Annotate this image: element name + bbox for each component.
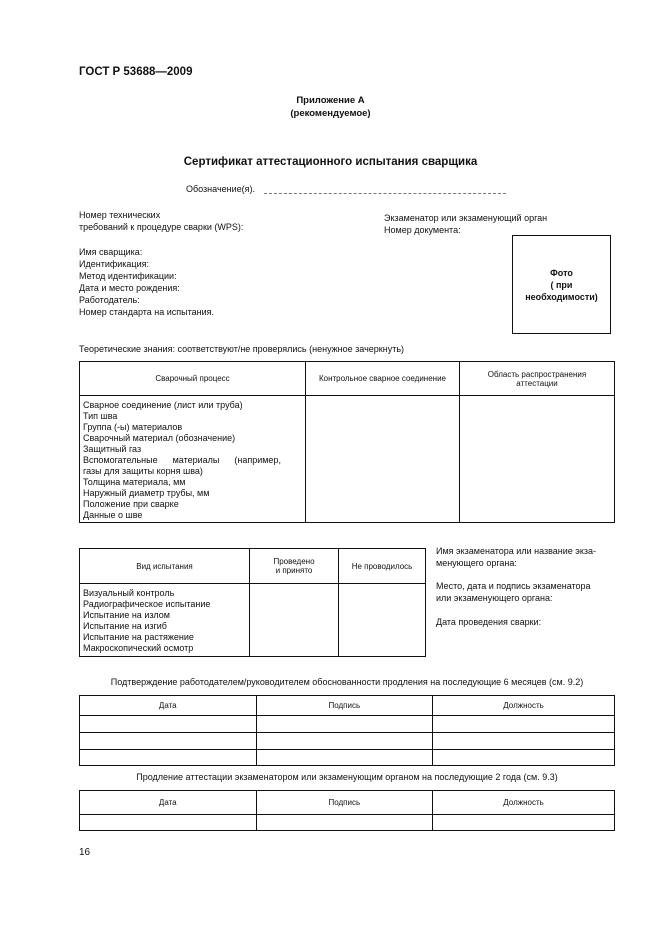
photo-box: [512, 235, 611, 334]
col-signature: Подпись: [256, 791, 433, 815]
document-header: ГОСТ Р 53688—2009: [79, 66, 193, 78]
list-item: Данные о шве: [83, 510, 143, 520]
extend-table: [79, 790, 615, 831]
col-date: Дата: [80, 696, 257, 716]
appendix-label: Приложение А: [296, 95, 365, 106]
col-position: Должность: [433, 791, 615, 815]
col-date: Дата: [80, 791, 257, 815]
list-item: Макроскопический осмотр: [83, 643, 194, 653]
not-performed-cell[interactable]: [339, 584, 426, 657]
range-cell[interactable]: [460, 396, 615, 523]
field-examiner: Экзаменатор или экзаменующий орган: [384, 213, 548, 223]
process-table: [79, 361, 615, 523]
welder-fields: [79, 246, 214, 318]
col-not-performed: Не проводилось: [339, 549, 426, 584]
list-item: газы для защиты корня шва): [83, 466, 203, 476]
photo-label-1: Фото: [550, 267, 573, 278]
col-position: Должность: [433, 696, 615, 716]
table-row: [80, 733, 615, 750]
tests-list: [80, 584, 250, 657]
list-item: Испытание на изгиб: [83, 621, 167, 631]
examiner-fields: [384, 212, 547, 236]
confirm-6-months-text: Подтверждение работодателем/руководителем обоснованности продления на последующие 6 месяцев (см. 9.2): [110, 677, 584, 687]
list-item: Толщина материала, мм: [83, 477, 186, 487]
designation-line: [264, 193, 506, 194]
col-signature: Подпись: [256, 696, 433, 716]
field-employer: Работодатель:: [79, 295, 140, 305]
list-item: Защитный газ: [83, 444, 142, 454]
accepted-cell[interactable]: [250, 584, 339, 657]
list-item: Наружный диаметр трубы, мм: [83, 488, 210, 498]
wps-label-2: требований к процедуре сварки (WPS):: [79, 222, 244, 232]
theory-text: Теоретические знания: соответствуют/не проверялись (ненужное зачеркнуть): [79, 344, 405, 354]
col-process: Сварочный процесс: [80, 362, 306, 396]
list-item: Визуальный контроль: [83, 588, 175, 598]
confirm-table: [79, 695, 615, 766]
col-range: Область распространения аттестации: [460, 362, 615, 396]
process-list: [80, 396, 306, 523]
list-item: Испытание на растяжение: [83, 632, 194, 642]
extend-2-years-text: Продление аттестации экзаменатором или экзаменующим органом на последующие 2 года (см. 9.3): [136, 772, 558, 782]
field-welder-name: Имя сварщика:: [79, 247, 143, 257]
appendix-type: (рекомендуемое): [290, 108, 371, 119]
col-accepted: Проведено и принято: [250, 549, 339, 584]
examiner-signature-field: Место, дата и подпись экзаменатора или экзаменующего органа:: [436, 581, 591, 603]
table-row: [80, 716, 615, 733]
field-standard: Номер стандарта на испытания.: [79, 307, 215, 317]
list-item: Группа (-ы) материалов: [83, 422, 183, 432]
tests-table: [79, 548, 426, 657]
wps-label-1: Номер технических: [79, 210, 161, 220]
test-joint-cell[interactable]: [306, 396, 460, 523]
list-item: Вспомогательные материалы (например,: [83, 455, 281, 465]
designation-label: Обозначение(я).: [186, 184, 256, 194]
list-item: Сварное соединение (лист или труба): [83, 400, 243, 410]
list-item: Сварочный материал (обозначение): [83, 433, 236, 443]
table-row: [80, 815, 615, 831]
list-item: Положение при сварке: [83, 499, 179, 509]
page-title: Сертификат аттестационного испытания сварщика: [183, 156, 478, 168]
list-item: Испытание на излом: [83, 610, 170, 620]
field-doc-number: Номер документа:: [384, 225, 461, 235]
examiner-name-field: Имя экзаменатора или название экза- менующего органа:: [436, 546, 597, 568]
list-item: Тип шва: [83, 411, 118, 421]
col-test-joint: Контрольное сварное соединение: [306, 362, 460, 396]
table-row: [80, 750, 615, 766]
field-birth: Дата и место рождения:: [79, 283, 180, 293]
list-item: Радиографическое испытание: [83, 599, 211, 609]
wps-field: [79, 209, 243, 233]
photo-label-3: необходимости): [525, 291, 598, 302]
col-test-type: Вид испытания: [80, 549, 250, 584]
field-identification: Идентификация:: [79, 259, 149, 269]
weld-date-field: Дата проведения сварки:: [436, 617, 542, 627]
field-id-method: Метод идентификации:: [79, 271, 177, 281]
photo-label-2: ( при: [550, 279, 573, 290]
page-number: 16: [79, 847, 91, 858]
